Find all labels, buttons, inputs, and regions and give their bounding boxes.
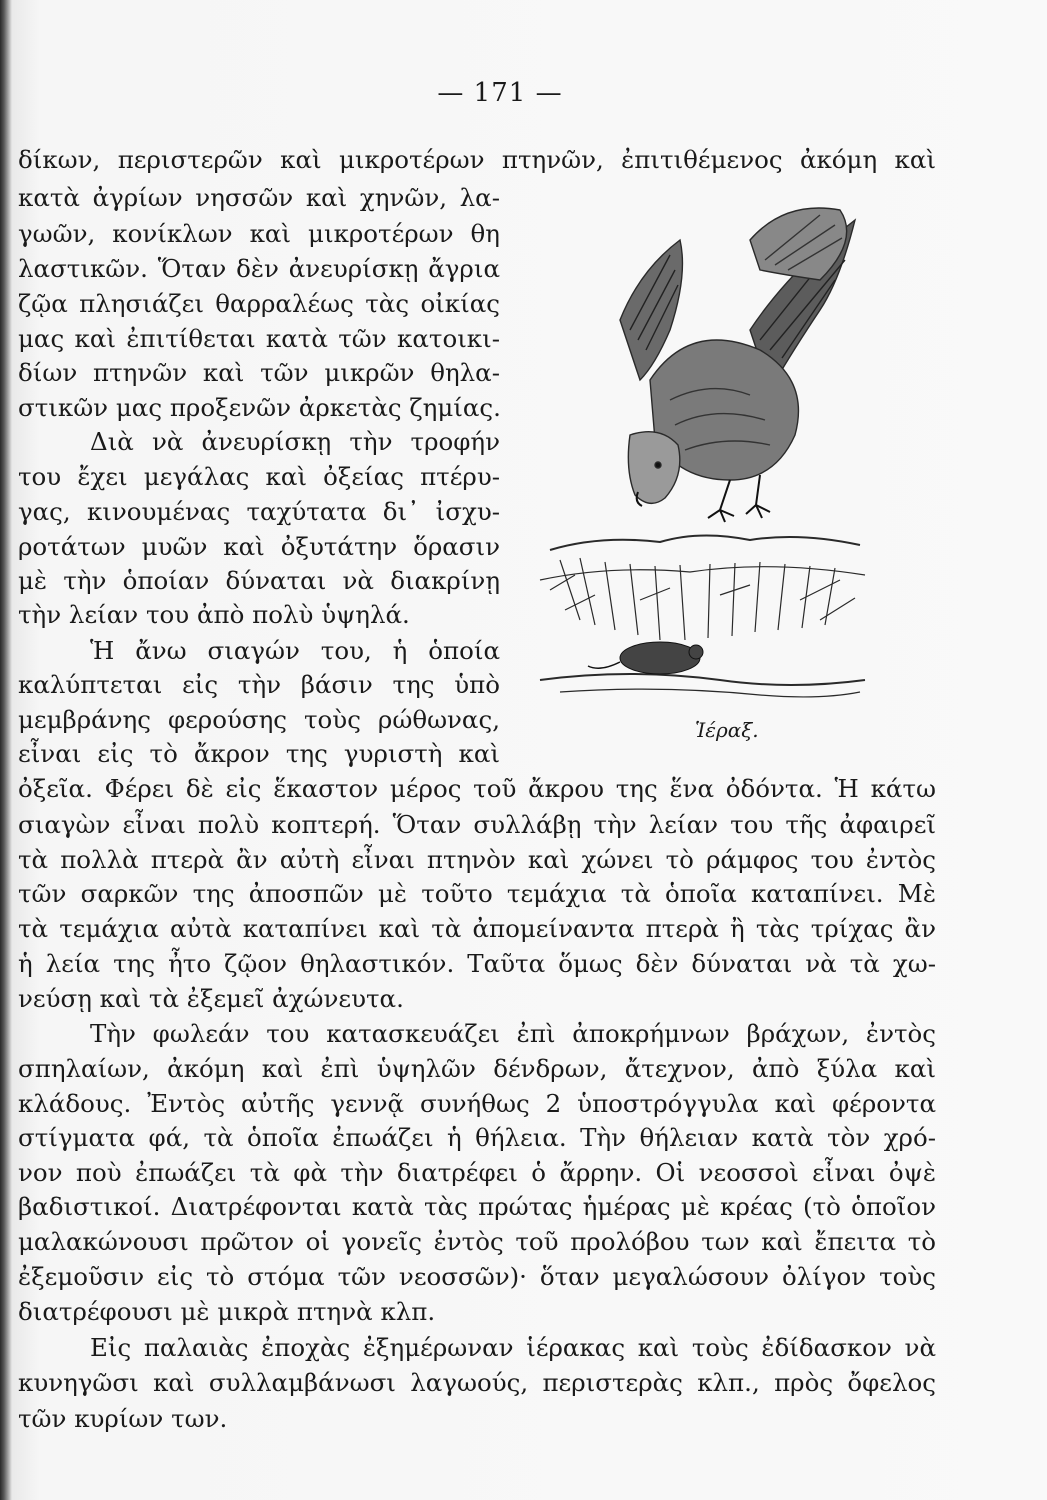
text-line: σπηλαίων, ἀκόμη καὶ ἐπὶ ὑψηλῶν δένδρων, ἄτεχνον, ἀπὸ ξύλα καὶ <box>18 1054 936 1083</box>
text-line: τὰ τεμάχια αὐτὰ καταπίνει καὶ τὰ ἀπομείναντα πτερὰ ἢ τὰς τρίχας ἂν <box>18 914 936 943</box>
text-line: μεμβράνης φερούσης τοὺς ρώθωνας, <box>18 705 500 734</box>
text-line: μας καὶ ἐπιτίθεται κατὰ τῶν κατοικι- <box>18 324 500 353</box>
text-line: ροτάτων μυῶν καὶ ὀξυτάτην ὅρασιν <box>18 532 500 561</box>
figure-caption: Ἱέραξ. <box>695 718 759 742</box>
text-line: νεύσῃ καὶ τὰ ἐξεμεῖ ἀχώνευτα. <box>18 984 404 1013</box>
text-line: Ἡ ἄνω σιαγών του, ἡ ὁποία <box>90 636 500 665</box>
text-line: νον ποὺ ἐπωάζει τὰ φὰ τὴν διατρέφει ὁ ἄρρην. Οἱ νεοσσοὶ εἶναι ὀψὲ <box>18 1158 936 1187</box>
text-line: διατρέφουσι μὲ μικρὰ πτηνὰ κλπ. <box>18 1297 436 1326</box>
text-line: σιαγὼν εἶναι πολὺ κοπτερή. Ὅταν συλλάβῃ τὴν λείαν του τῆς ἀφαιρεῖ <box>18 810 936 839</box>
text-line: γας, κινουμένας ταχύτατα δι᾽ ἰσχυ- <box>18 497 500 526</box>
text-line: καλύπτεται εἰς τὴν βάσιν της ὑπὸ <box>18 670 500 699</box>
text-line: ὀξεῖα. Φέρει δὲ εἰς ἕκαστον μέρος τοῦ ἄκρου της ἕνα ὀδόντα. Ἡ κάτω <box>18 774 936 803</box>
text-line: δίων πτηνῶν καὶ τῶν μικρῶν θηλα- <box>18 358 500 387</box>
text-line: στικῶν μας προξενῶν ἀρκετὰς ζημίας. <box>18 393 501 422</box>
text-line: Εἰς παλαιὰς ἐποχὰς ἐξημέρωναν ἱέρακας καὶ τοὺς ἐδίδασκον νὰ <box>90 1333 936 1362</box>
text-line: γωῶν, κονίκλων καὶ μικροτέρων θη <box>18 219 500 248</box>
text-line: κατὰ ἀγρίων νησσῶν καὶ χηνῶν, λα- <box>18 183 500 212</box>
text-line: ζῷα πλησιάζει θαρραλέως τὰς οἰκίας <box>18 289 500 318</box>
text-line: στίγματα φά, τὰ ὁποῖα ἐπωάζει ἡ θήλεια. Τὴν θήλειαν κατὰ τὸν χρό- <box>18 1123 936 1152</box>
page-number: — 171 — <box>437 78 563 108</box>
text-line: τὰ πολλὰ πτερὰ ἂν αὐτὴ εἶναι πτηνὸν καὶ χώνει τὸ ράμφος του ἐντὸς <box>18 845 936 874</box>
text-line: εἶναι εἰς τὸ ἄκρον της γυριστὴ καὶ <box>18 739 500 768</box>
text-line: ἐξεμοῦσιν εἰς τὸ στόμα τῶν νεοσσῶν)· ὅταν μεγαλώσουν ὀλίγον τοὺς <box>18 1262 936 1291</box>
text-line: τῶν κυρίων των. <box>18 1404 228 1433</box>
text-line: του ἔχει μεγάλας καὶ ὀξείας πτέρυ- <box>18 462 500 491</box>
text-line: μαλακώνουσι πρῶτον οἱ γονεῖς ἐντὸς τοῦ προλόβου των καὶ ἔπειτα τὸ <box>18 1227 936 1256</box>
text-line: λαστικῶν. Ὅταν δὲν ἀνευρίσκῃ ἄγρια <box>18 254 500 283</box>
text-line: μὲ τὴν ὁποίαν δύναται νὰ διακρίνῃ <box>18 566 500 595</box>
text-line: βαδιστικοί. Διατρέφονται κατὰ τὰς πρώτας ἡμέρας μὲ κρέας (τὸ ὁποῖον <box>18 1192 936 1221</box>
hawk-illustration-icon <box>520 180 880 710</box>
text-line: κλάδους. Ἐντὸς αὐτῆς γεννᾷ συνήθως 2 ὑποστρόγγυλα καὶ φέροντα <box>18 1089 936 1118</box>
text-line: Τὴν φωλεάν του κατασκευάζει ἐπὶ ἀποκρήμνων βράχων, ἐντὸς <box>90 1019 936 1048</box>
text-line: Διὰ νὰ ἀνευρίσκῃ τὴν τροφήν <box>90 427 500 456</box>
text-line: τὴν λείαν του ἀπὸ πολὺ ὑψηλά. <box>18 600 410 629</box>
text-line: δίκων, περιστερῶν καὶ μικροτέρων πτηνῶν, ἐπιτιθέμενος ἀκόμη καὶ <box>18 145 936 174</box>
text-line: κυνηγῶσι καὶ συλλαμβάνωσι λαγωούς, περιστερὰς κλπ., πρὸς ὄφελος <box>18 1368 936 1397</box>
text-line: τῶν σαρκῶν της ἀποσπῶν μὲ τοῦτο τεμάχια τὰ ὁποῖα καταπίνει. Μὲ <box>18 879 936 908</box>
text-line: ἡ λεία της ἦτο ζῷον θηλαστικόν. Ταῦτα ὅμως δὲν δύναται νὰ τὰ χω- <box>18 949 936 978</box>
